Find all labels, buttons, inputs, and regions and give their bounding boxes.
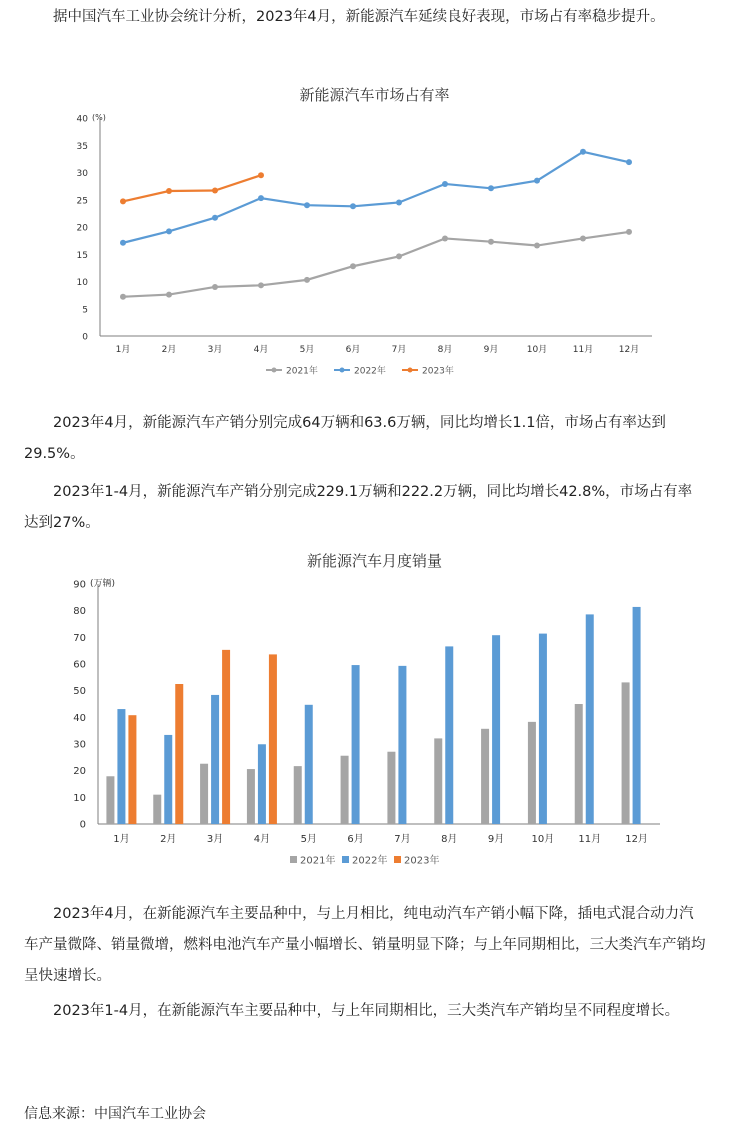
y-axis-unit: (万辆) (90, 579, 116, 589)
data-point (304, 277, 310, 283)
x-tick-label: 1月 (115, 345, 131, 355)
bar (445, 646, 453, 824)
bar (633, 607, 641, 824)
x-tick-label: 11月 (572, 345, 594, 355)
y-tick-label: 15 (76, 250, 88, 261)
y-tick-label: 0 (82, 332, 88, 343)
data-point (350, 263, 356, 269)
bar (528, 722, 536, 824)
series-line (123, 175, 261, 201)
y-tick-label: 40 (76, 114, 88, 125)
x-tick-label: 5月 (299, 345, 315, 355)
legend-swatch (290, 856, 297, 863)
data-point (120, 240, 126, 246)
bar (211, 695, 219, 824)
paragraph-jan-apr-categories: 2023年1-4月，在新能源汽车主要品种中，与上年同期相比，三大类汽车产销均呈不同程度增长。 (24, 1003, 680, 1019)
data-point (580, 235, 586, 241)
data-point (580, 149, 586, 155)
source-note: 信息来源：中国汽车工业协会 (24, 1106, 206, 1122)
monthly-sales-bar-chart (0, 570, 749, 880)
bar (117, 709, 125, 824)
data-point (534, 178, 540, 184)
x-tick-label: 2月 (160, 834, 177, 845)
market-share-line-chart (0, 100, 749, 390)
x-tick-label: 6月 (345, 345, 361, 355)
bar (258, 744, 266, 824)
x-tick-label: 2月 (161, 345, 177, 355)
y-tick-label: 30 (76, 169, 88, 179)
x-tick-label: 1月 (113, 834, 130, 845)
legend-swatch (342, 856, 349, 863)
x-tick-label: 9月 (483, 345, 499, 355)
y-tick-label: 25 (76, 196, 88, 207)
x-tick-label: 5月 (300, 834, 317, 845)
data-point (488, 185, 494, 191)
legend-label: 2023年 (404, 855, 440, 867)
bar (153, 795, 161, 824)
paragraph-intro: 据中国汽车工业协会统计分析，2023年4月，新能源汽车延续良好表现，市场占有率稳步提升。 (24, 9, 665, 25)
line-chart-title: 新能源汽车市场占有率 (299, 86, 450, 104)
y-tick-label: 60 (73, 659, 86, 671)
data-point (396, 199, 402, 205)
bar (387, 752, 395, 824)
data-point (212, 187, 218, 193)
x-tick-label: 3月 (206, 834, 224, 845)
legend-marker (408, 368, 413, 373)
x-tick-label: 9月 (487, 834, 505, 845)
paragraph-april-categories: 2023年4月，在新能源汽车主要品种中，与上月相比，纯电动汽车产销小幅下降，插电式混合动力汽车产量微降、销量微增，燃料电池汽车产量小幅增长、销量明显下降；与上年同期相比，三大类汽车产销均呈快速增长。 (24, 906, 706, 984)
data-point (626, 159, 632, 165)
series-line (123, 152, 629, 243)
y-tick-label: 70 (73, 632, 86, 644)
data-point (212, 284, 218, 290)
bar (492, 635, 500, 824)
bar (294, 766, 302, 824)
bar (175, 684, 183, 824)
x-tick-label: 12月 (618, 345, 640, 355)
data-point (350, 203, 356, 209)
bar (128, 715, 136, 824)
y-tick-label: 90 (73, 579, 86, 591)
x-tick-label: 4月 (253, 345, 269, 355)
data-point (166, 228, 172, 234)
legend-marker (272, 368, 277, 373)
data-point (166, 292, 172, 298)
y-tick-label: 10 (73, 792, 86, 804)
y-tick-label: 35 (76, 141, 88, 152)
data-point (166, 188, 172, 194)
x-tick-label: 6月 (347, 834, 364, 845)
bar (398, 666, 406, 824)
x-tick-label: 8月 (441, 834, 458, 845)
series-line (123, 232, 629, 297)
x-tick-label: 7月 (391, 345, 407, 355)
bar (539, 634, 547, 824)
data-point (304, 202, 310, 208)
legend-label: 2022年 (352, 855, 388, 867)
data-point (396, 253, 402, 259)
bar (247, 769, 255, 824)
bar (106, 776, 114, 824)
y-tick-label: 20 (76, 223, 88, 234)
data-point (534, 243, 540, 249)
data-point (120, 294, 126, 300)
data-point (258, 195, 264, 201)
legend-label: 2021年 (286, 366, 318, 377)
bar (434, 738, 442, 824)
bar (200, 764, 208, 824)
y-tick-label: 10 (76, 278, 88, 288)
legend-label: 2022年 (354, 366, 386, 377)
y-tick-label: 50 (73, 686, 86, 698)
data-point (258, 282, 264, 288)
paragraph-april-output: 2023年4月，新能源汽车产销分别完成64万辆和63.6万辆，同比均增长1.1倍，市场占有率达到29.5%。 (24, 415, 666, 462)
bar (341, 756, 349, 824)
bar (586, 614, 594, 824)
y-tick-label: 20 (73, 766, 86, 778)
x-tick-label: 12月 (625, 834, 648, 845)
y-tick-label: 80 (73, 606, 86, 618)
data-point (442, 181, 448, 187)
x-tick-label: 10月 (531, 834, 555, 845)
data-point (258, 172, 264, 178)
legend-label: 2023年 (422, 366, 454, 377)
bar (352, 665, 360, 824)
y-axis-unit: (%) (92, 113, 106, 122)
x-tick-label: 11月 (578, 834, 602, 845)
legend-swatch (394, 856, 401, 863)
y-tick-label: 0 (79, 819, 86, 831)
x-tick-label: 10月 (526, 345, 548, 355)
x-tick-label: 4月 (253, 834, 271, 845)
bar-chart-title: 新能源汽车月度销量 (306, 552, 442, 570)
paragraph-jan-apr-output: 2023年1-4月，新能源汽车产销分别完成229.1万辆和222.2万辆，同比均增长42.8%，市场占有率达到27%。 (24, 484, 693, 531)
bar (269, 654, 277, 824)
bar (575, 704, 583, 824)
bar (481, 729, 489, 824)
data-point (212, 215, 218, 221)
bar (622, 682, 630, 824)
legend-label: 2021年 (300, 855, 336, 867)
data-point (442, 235, 448, 241)
y-tick-label: 30 (73, 739, 86, 751)
y-tick-label: 5 (82, 305, 88, 316)
legend-marker (340, 368, 345, 373)
bar (164, 735, 172, 824)
bar (222, 650, 230, 824)
bar (305, 705, 313, 824)
data-point (626, 229, 632, 235)
data-point (488, 239, 494, 245)
x-tick-label: 3月 (207, 345, 223, 355)
y-tick-label: 40 (73, 712, 86, 724)
x-tick-label: 7月 (394, 834, 411, 845)
data-point (120, 198, 126, 204)
x-tick-label: 8月 (437, 345, 453, 355)
